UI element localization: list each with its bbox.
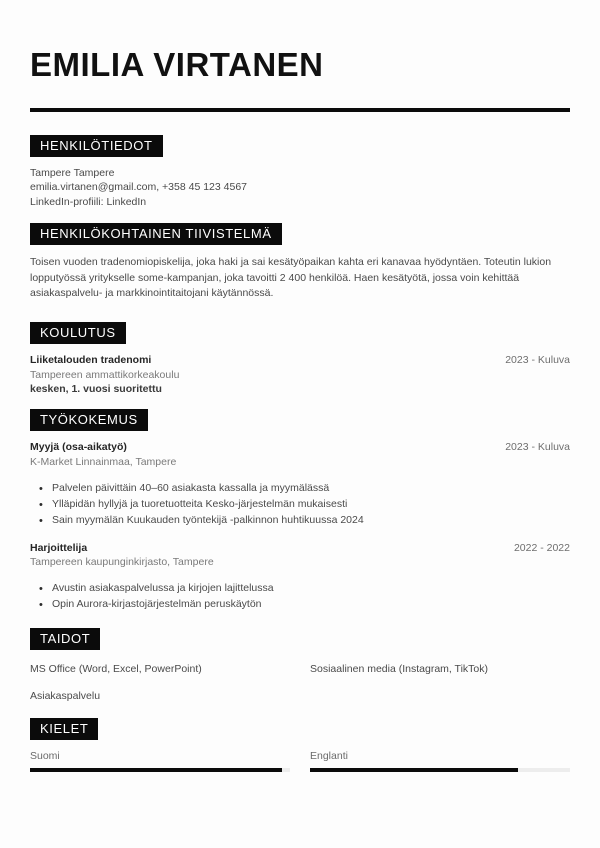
experience-entry [30, 542, 570, 613]
section-experience [30, 409, 570, 613]
header-divider [30, 108, 570, 112]
job-bullet-list [30, 481, 570, 529]
education-degree: Liiketalouden tradenomi [30, 354, 152, 367]
job-title: Harjoittelija [30, 541, 88, 554]
education-note: kesken, 1. vuosi suoritettu [30, 383, 162, 396]
skill-item: Sosiaalinen media (Instagram, TikTok) [310, 663, 488, 676]
job-bullet: • Opin Aurora-kirjastojärjestelmän peruskäytön [30, 597, 570, 613]
language-name: Suomi [30, 750, 60, 763]
section-personal-info [30, 135, 570, 209]
section-heading-languages: KIELET [30, 718, 98, 740]
section-heading-skills: TAIDOT [30, 628, 100, 650]
contact-location: Tampere Tampere [30, 166, 115, 179]
experience-entry [30, 441, 570, 528]
education-school: Tampereen ammattikorkeakoulu [30, 368, 180, 381]
contact-email-phone: emilia.virtanen@gmail.com, +358 45 123 4567 [30, 181, 247, 194]
section-heading-experience: TYÖKOKEMUS [30, 409, 148, 431]
experience-entry-head [30, 542, 570, 554]
job-company: Tampereen kaupunginkirjasto, Tampere [30, 556, 214, 569]
section-heading-personal: HENKILÖTIEDOT [30, 135, 163, 157]
language-level-bar [310, 768, 518, 772]
education-entry-head [30, 354, 570, 366]
contact-linkedin: LinkedIn-profiili: LinkedIn [30, 195, 147, 208]
skills-grid [30, 663, 570, 702]
summary-text: Toisen vuoden tradenomiopiskelija, joka haki ja sai kesätyöpaikan kahta eri kanavaa hyödyntäen. Toteutin lukion lopputyössä yritykselle some-kampanjan, joka tavoitti 2 400 henkilöä. Haen kesätyötä, jossa voin kehittää asiakaspalvelu- ja markkinointitaitojani käytännössä. [30, 256, 552, 299]
page-title: EMILIA VIRTANEN [30, 46, 324, 83]
experience-entry-head [30, 441, 570, 453]
job-bullet: • Palvelen päivittäin 40–60 asiakasta kassalla ja myymälässä [30, 481, 570, 497]
job-title: Myyjä (osa-aikatyö) [30, 441, 127, 454]
job-bullet: • Avustin asiakaspalvelussa ja kirjojen lajittelussa [30, 581, 570, 597]
section-heading-education: KOULUTUS [30, 322, 126, 344]
job-dates: 2023 - Kuluva [505, 441, 570, 454]
language-name: Englanti [310, 750, 348, 763]
language-item [310, 750, 570, 772]
section-skills [30, 628, 570, 702]
contact-block [30, 166, 570, 209]
skill-item: MS Office (Word, Excel, PowerPoint) [30, 663, 202, 676]
language-level-bar [30, 768, 282, 772]
language-item [30, 750, 290, 772]
language-level-track [30, 768, 290, 772]
skill-item: Asiakaspalvelu [30, 690, 101, 703]
job-dates: 2022 - 2022 [513, 541, 570, 554]
job-bullet-list [30, 581, 570, 613]
language-grid [30, 750, 570, 772]
section-heading-summary: HENKILÖKOHTAINEN TIIVISTELMÄ [30, 223, 282, 245]
education-dates: 2023 - Kuluva [505, 354, 570, 367]
section-languages [30, 718, 570, 772]
job-company: K-Market Linnainmaa, Tampere [30, 455, 177, 468]
education-entry [30, 354, 570, 395]
section-education [30, 322, 570, 395]
section-summary [30, 223, 570, 301]
job-bullet: • Sain myymälän Kuukauden työntekijä -palkinnon huhtikuussa 2024 [30, 513, 570, 529]
language-level-track [310, 768, 570, 772]
job-bullet: • Ylläpidän hyllyjä ja tuoretuotteita Kesko-järjestelmän mukaisesti [30, 497, 570, 513]
